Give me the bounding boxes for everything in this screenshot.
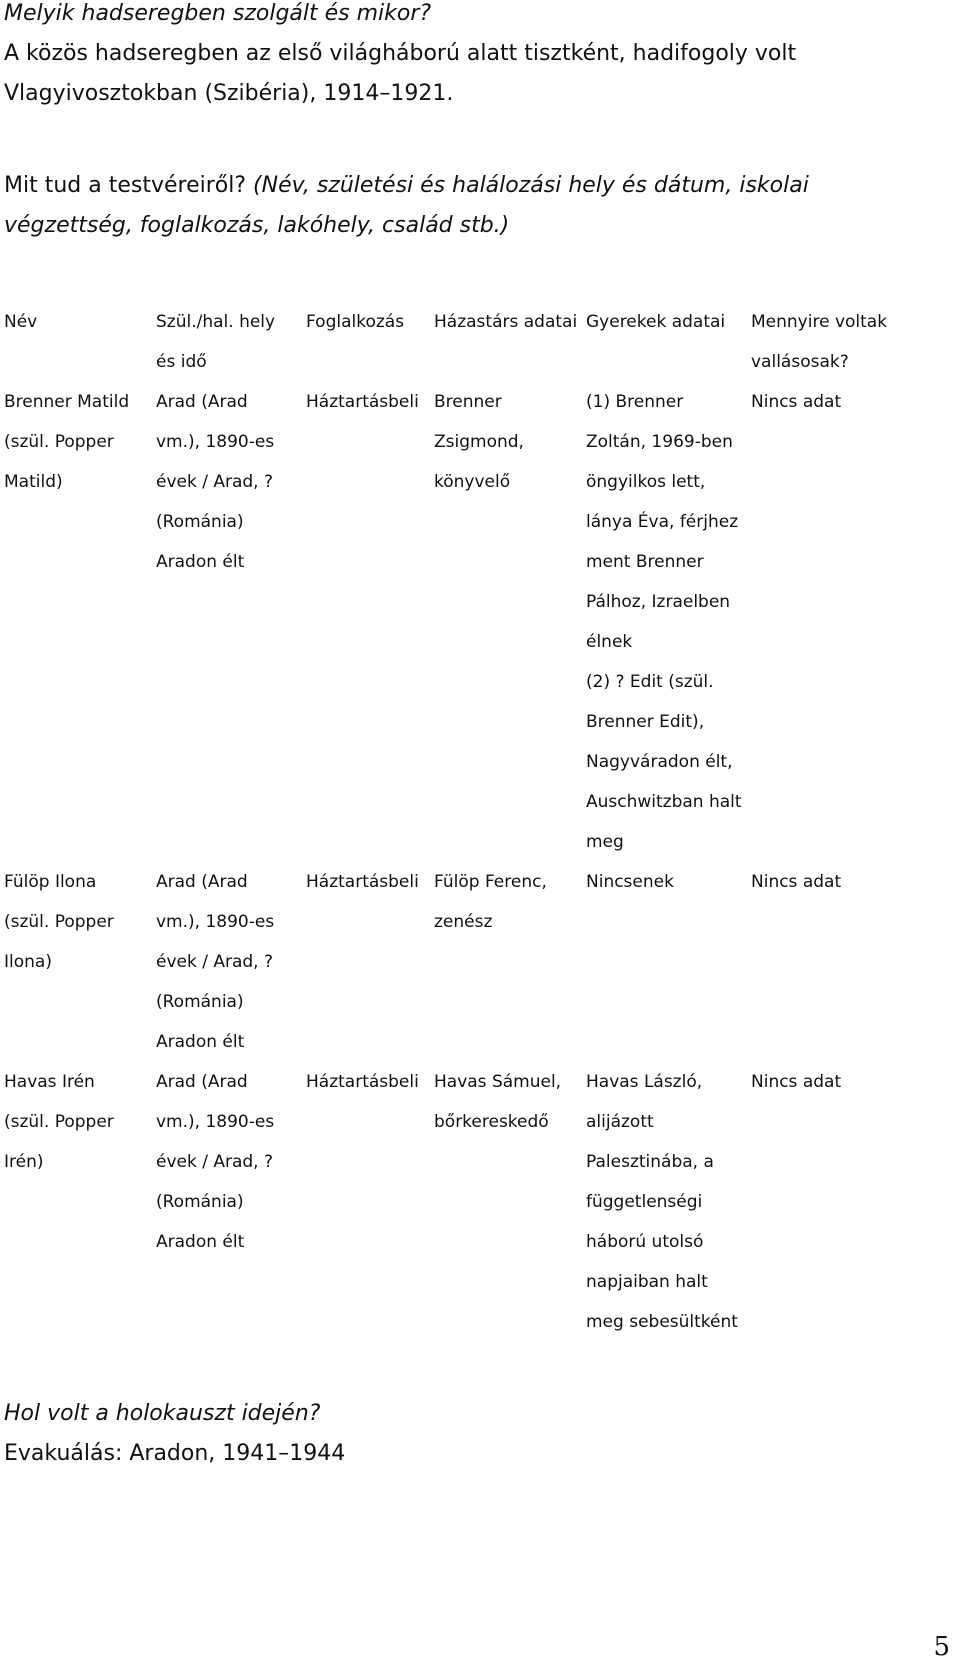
question-siblings: [4, 166, 934, 246]
cell-religion: Nincs adat: [751, 392, 842, 412]
cell-children: (1) Brenner Zoltán, 1969-ben öngyilkos lett, lánya Éva, férjhez ment Brenner Pálhoz, Izraelben élnek (2) ? Edit (szül. Brenner Edit), Nagyváradon élt, Auschwitzban halt meg: [586, 392, 742, 852]
cell-children: Nincsenek: [586, 872, 674, 892]
cell-birth: Arad (Arad vm.), 1890-es évek / Arad, ? (Románia) Aradon élt: [156, 392, 275, 572]
page-number: 5: [933, 1632, 950, 1662]
table-row: [4, 382, 904, 862]
table-header-row: [4, 302, 904, 382]
cell-spouse: Fülöp Ferenc, zenész: [434, 872, 547, 932]
table-row: [4, 1062, 904, 1342]
question-military-service: Melyik hadseregben szolgált és mikor?: [4, 1, 432, 26]
cell-name: Brenner Matild (szül. Popper Matild): [4, 392, 130, 492]
answer-line: A közös hadseregben az első világháború alatt tisztként, hadifogoly volt: [4, 41, 797, 66]
cell-birth: Arad (Arad vm.), 1890-es évek / Arad, ? (Románia) Aradon élt: [156, 872, 275, 1052]
header-name: Név: [4, 312, 38, 332]
header-religion: Mennyire voltak vallásosak?: [751, 312, 888, 372]
cell-religion: Nincs adat: [751, 1072, 842, 1092]
cell-spouse: Brenner Zsigmond, könyvelő: [434, 392, 524, 492]
answer-holocaust: Evakuálás: Aradon, 1941–1944: [4, 1441, 346, 1466]
cell-occupation: Háztartásbeli: [306, 872, 419, 892]
question-siblings-plain: Mit tud a testvéreiről?: [4, 173, 247, 198]
header-birth-death: Szül./hal. hely és idő: [156, 312, 276, 372]
answer-military-service: [4, 34, 934, 114]
cell-name: Havas Irén (szül. Popper Irén): [4, 1072, 114, 1172]
question-siblings-hint-line-2: végzettség, foglalkozás, lakóhely, család stb.): [4, 213, 510, 238]
cell-occupation: Háztartásbeli: [306, 392, 419, 412]
cell-name: Fülöp Ilona (szül. Popper Ilona): [4, 872, 114, 972]
cell-occupation: Háztartásbeli: [306, 1072, 419, 1092]
cell-religion: Nincs adat: [751, 872, 842, 892]
answer-line: Vlagyivosztokban (Szibéria), 1914–1921.: [4, 81, 454, 106]
header-spouse: Házastárs adatai: [434, 312, 578, 332]
header-occupation: Foglalkozás: [306, 312, 405, 332]
question-siblings-line-1: [4, 166, 934, 206]
cell-spouse: Havas Sámuel, bőrkereskedő: [434, 1072, 562, 1132]
header-children: Gyerekek adatai: [586, 312, 726, 332]
question-holocaust: Hol volt a holokauszt idején?: [4, 1401, 321, 1426]
cell-children: Havas László, alijázott Palesztinába, a függetlenségi háború utolsó napjaiban halt meg sebesültként: [586, 1072, 738, 1332]
question-siblings-hint: (Név, születési és halálozási hely és dátum, iskolai: [253, 173, 809, 198]
cell-birth: Arad (Arad vm.), 1890-es évek / Arad, ? (Románia) Aradon élt: [156, 1072, 275, 1252]
table-row: [4, 862, 904, 1062]
siblings-table: [4, 302, 904, 1342]
